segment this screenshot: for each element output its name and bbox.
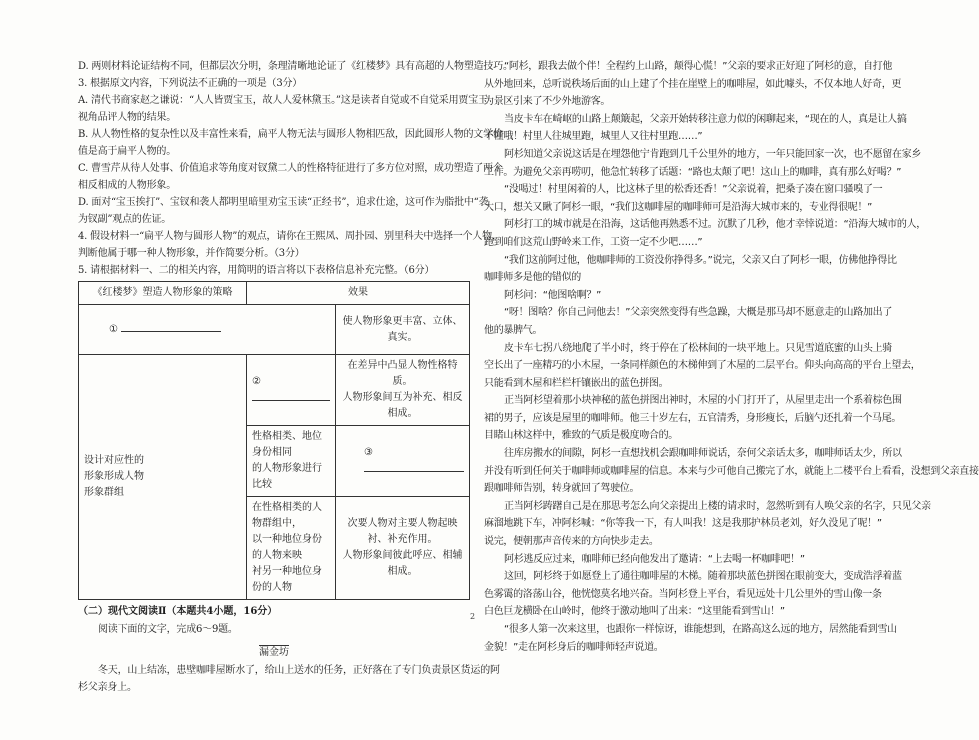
blank-mark-1: ① [109, 324, 118, 335]
strategy-line: 衬另一种地位身份的人物 [252, 566, 322, 593]
table-row-2-strategy [247, 355, 336, 426]
table-row-3-effect [336, 426, 470, 497]
blank-mark-3: ③ [364, 446, 373, 458]
story-line: 并没有听到任何关于咖啡师或咖啡屋的信息。本来与少可他自己搬完了水，就能上二楼平台上看看，没想到父亲直接 [484, 465, 979, 477]
story-line: 正当阿杉踌躇自己是在那思考怎么向父亲提出上楼的请求时，忽然听到有人唤父亲的名字，只见父亲 [504, 500, 931, 512]
effect-line: 次要人物对主要人物起映衬、补充作用。 [347, 518, 458, 545]
story-line: 从外地回来，总听说秩场后面的山上建了个挂在崖壁上的咖啡屋，如此噱头，不仅本地人好奇，更 [484, 78, 902, 90]
question-line: 视角品评人物的结果。 [78, 112, 176, 123]
story-line: 不懂哦！村里人往城里跑，城里人又往村里跑……” [484, 131, 703, 143]
story-line: 阿杉打工的城市就是在沿海，这话他再熟悉不过。沉默了几秒，他才幸悻说道：“沿海大城市的人， [504, 219, 926, 231]
answer-blank-3[interactable] [364, 461, 464, 472]
question-line: C. 曹雪芹从待人处事、价值追求等角度对钗黛二人的性格特征进行了多方位对照，成功塑造了两个 [78, 163, 503, 174]
question-line: A. 清代书商家赵之谦说：“人人皆贾宝玉，故人人爱林黛玉。”这是读者自觉或不自觉采用贾宝玉 [78, 95, 488, 106]
article-title [78, 644, 470, 662]
table-head-strategy: 《红楼梦》塑造人物形象的策略 [79, 282, 247, 305]
table-row-2-effect [336, 355, 470, 426]
question-line: 值是高于扁平人物的。 [78, 146, 176, 157]
story-line: “我们这前阿过他，他咖啡师的工资没你挣得多。”说完，父亲又白了阿杉一眼，仿佛他挣得比 [504, 254, 897, 266]
story-line: 阿杉问：“他图啥啊？” [504, 289, 602, 301]
question-line: D. 两则材料论证结构不同，但都层次分明，条理清晰地论证了《红楼梦》具有高超的人物塑造技巧。 [78, 61, 513, 72]
story-line: 白色巨龙横卧在山岭时，他终于激动地叫了出来：“这里能看到雪山！” [484, 606, 785, 618]
effect-line: 在差异中凸显人物性格特质。 [347, 360, 458, 387]
page-number: 2 [470, 612, 476, 621]
story-line: 色雾霭的洛荡山谷，他恍惚莫名地兴奋。当阿杉登上平台，看见远处十几公里外的雪山像一条 [484, 588, 882, 600]
table-row-3-strategy [247, 426, 336, 497]
story-line: 正当阿杉望着那小块神秘的蓝色拼图出神时，木屋的小门打开了，从屋里走出一个系着棕色围 [504, 395, 902, 407]
group-label-line: 形象形成人物 [84, 471, 144, 482]
table-row-4-strategy [247, 497, 336, 600]
story-line: 跟咖啡师告别，转身就回了驾驶位。 [484, 483, 640, 495]
story-line: 大口，想关又瞅了阿杉一眼，“我们这咖啡屋的咖啡师可是沿海大城市来的，专业得很呢！” [484, 201, 873, 213]
question-line: B. 从人物性格的复杂性以及丰富性来看，扁平人物无法与圆形人物相匹敌，因此圆形人物的文学价 [78, 129, 503, 140]
question-line: 5. 请根据材料一、二的相关内容，用简明的语言将以下表格信息补充完整。（6分） [78, 265, 435, 276]
story-line: 往库房搬水的间隙，阿杉一直想找机会跟咖啡师说话，奈何父亲话太多，咖啡师话太少，所以 [504, 448, 902, 460]
story-line: 他的暴脾气。 [484, 324, 543, 336]
table-row-4-effect [336, 497, 470, 600]
strategy-line: 以一种地位身份的人物来映 [252, 534, 322, 561]
question-line: 4. 假设材料一“扁平人物与圆形人物”的观点，请你在王熙凤、周扑园、别里科夫中选择一个人物， [78, 231, 502, 242]
strategy-line: 的人物形象进行比较 [252, 463, 322, 490]
question-lines [78, 58, 513, 279]
story-line: “很多人第一次来这里，也跟你一样惊讶，谁能想到，在路高这么远的地方，居然能看到雪山 [504, 624, 897, 635]
table-head-effect: 效果 [247, 282, 470, 305]
question-line: D. 面对“宝玉挨打”、宝钗和袭人都明里暗里劝宝玉读“正经书”，追求仕途，这可作为脂批中“袭 [78, 197, 489, 208]
table-row-1-effect: 使人物形象更丰富、立体、真实。 [336, 305, 470, 355]
strategy-line: 性格相类、地位身份相同 [252, 431, 322, 458]
story-line: 工作。为避免父亲再唠叨，他急忙转移了话题：“路也太颠了吧！这山上的咖啡，真有那么好喝？” [484, 166, 902, 178]
strategy-table [78, 281, 470, 600]
answer-blank-2[interactable] [252, 390, 330, 401]
story-text [484, 58, 979, 656]
article-title-text: 漏金坊 [259, 647, 289, 658]
story-line: 空长出了一座精巧的小木屋，一条同样颜色的木梯伸到了木屋的二层平台。仰头向高高的平台上望去， [484, 360, 921, 372]
story-line: 跑到咱们这荒山野岭来工作，工资一定不少吧……” [484, 236, 703, 248]
right-column [484, 58, 979, 656]
question-line: 判断他属于哪一种人物形象，并作简要分析。（3分） [78, 248, 305, 259]
effect-line: 人物形象间互为补充、相反相成。 [342, 392, 463, 419]
story-line: “阿杉，跟我去做个伴！全程约上山路，颠得心慌！”父亲的要求正好迎了阿杉的意，自打他 [504, 61, 893, 72]
story-line: 当皮卡车在崎岖的山路上颠簸起，父亲开始转移注意力似的闲聊起来，“现在的人，真是让人搞 [504, 113, 907, 125]
group-label-line: 形象群组 [84, 487, 124, 498]
story-line: 只能看到木屋和栏栏杆镶嵌出的蓝色拼图。 [484, 377, 669, 389]
group-label-line: 设计对应性的 [84, 455, 144, 466]
story-line: 为景区引来了不少外地游客。 [484, 96, 611, 108]
story-line: 麻溜地跳下车，冲阿杉喊：“你等我一下，有人叫我！这是我那护林员老刘，好久没见了呢！” [484, 518, 882, 530]
article-opening [78, 662, 500, 696]
story-line: 金貌！”走在阿杉身后的咖啡师轻声说道。 [484, 641, 664, 653]
question-line: 相反相成的人物形象。 [78, 180, 176, 191]
story-line: 说完，便朝那声音传来的方向快步走去。 [484, 536, 659, 548]
table-group-label [79, 355, 247, 600]
question-line: 为钗副”观点的佐证。 [78, 214, 172, 225]
article-line: 杉父亲身上。 [78, 682, 137, 693]
blank-mark-2: ② [252, 375, 261, 387]
story-line: 皮卡车七拐八绕地爬了半小时，终于停在了松林间的一块平地上。只见雪道底蜜的山头上骑 [504, 342, 892, 354]
story-line: “呀！图啥？你自己问他去！”父亲突然变得有些急躁，大概是那马却不愿意走的山路加出了 [504, 307, 893, 319]
story-line: 目睹山林这样中，雅致的气质是极度吻合的。 [484, 430, 678, 442]
reading-instruction: 阅读下面的文字，完成6～9题。 [98, 624, 238, 635]
story-line: 阿杉逃反应过来，咖啡师已经向他发出了邀请：“上去喝一杯咖啡吧！” [504, 553, 805, 565]
story-line: 阿杉知道父亲说这话是在埋怨他宁肯跑到几千公里外的地方，一年只能回家一次，也不愿留在家乡 [504, 148, 922, 160]
story-line: 这回，阿杉终于如愿登上了通往咖啡屋的木梯。随着那块蓝色拼图在眼前变大，变成浩浮着蓝 [504, 571, 902, 583]
story-line: 咖啡师多是他的错似的 [484, 272, 581, 284]
left-column [78, 58, 513, 696]
answer-blank-1[interactable] [121, 321, 221, 332]
section-title: （二）现代文阅读Ⅱ（本题共4小题，16分） [78, 606, 278, 617]
question-line: 3. 根据原文内容，下列说法不正确的一项是（3分） [78, 78, 303, 89]
story-line: 裙的男子，应该是屋里的咖啡师。他三十岁左右，五官清秀，身形瘦长，后脑勺还扎着一个马尾。 [484, 412, 902, 424]
effect-line: 人物形象间彼此呼应、相辅相成。 [342, 550, 463, 577]
article-line: 冬天，山上结冻，患壁咖啡屋断水了，给山上送水的任务，正好落在了专门负责景区货运的阿 [98, 665, 500, 676]
table-row-1-strategy [79, 305, 336, 355]
strategy-line: 在性格相类的人物群组中， [252, 502, 322, 529]
story-line: “没喝过！村里闲着的人，比这林子里的松香还香！”父亲说着，把桑子凑在窗口骚嗅了一 [504, 184, 883, 196]
